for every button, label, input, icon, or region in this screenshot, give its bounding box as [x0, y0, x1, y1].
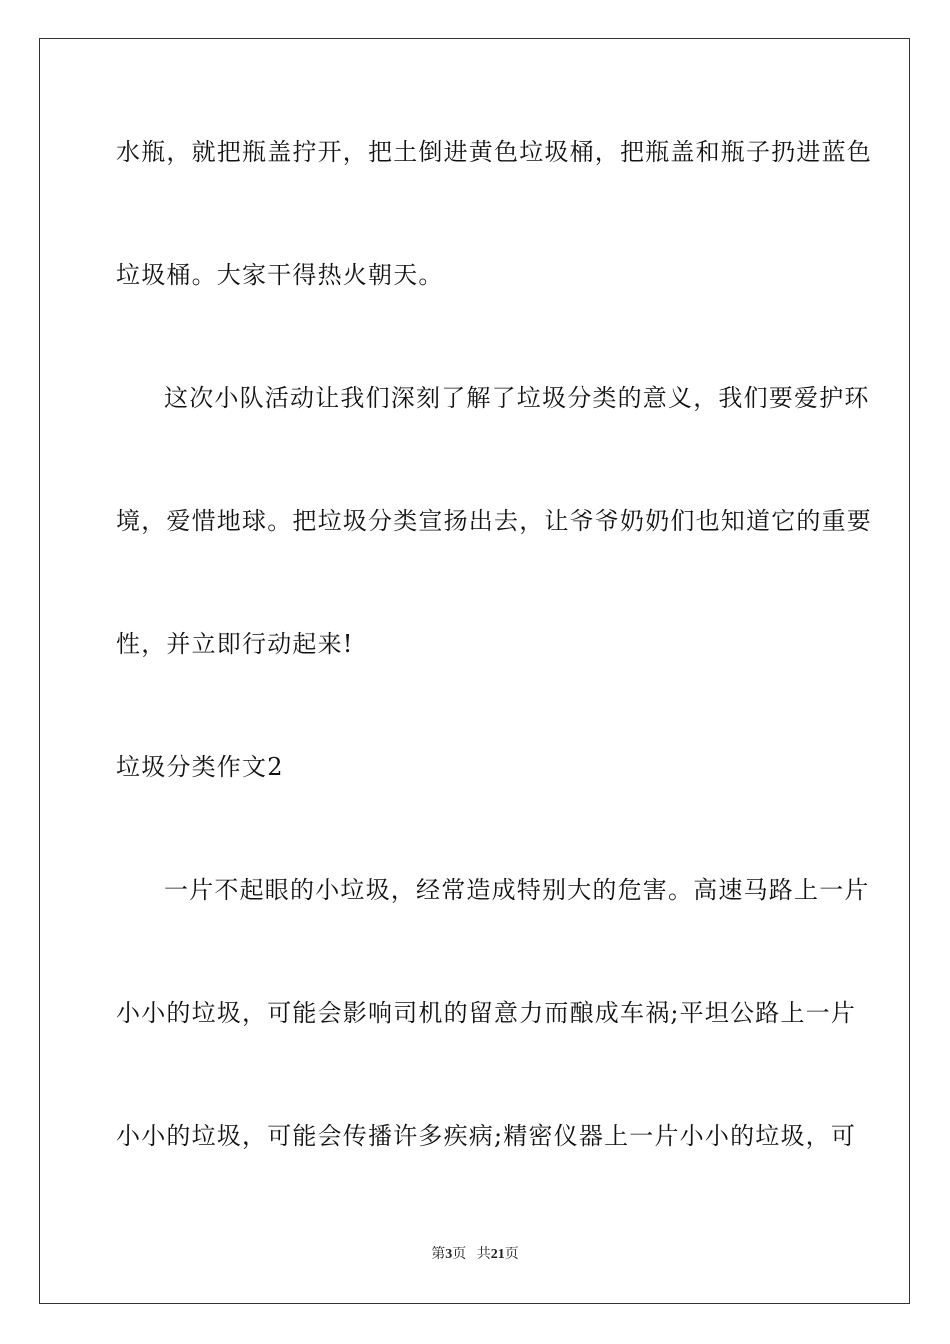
body-text-line: 垃圾桶。大家干得热火朝天。	[116, 261, 444, 289]
paragraph-start-line: 一片不起眼的小垃圾，经常造成特别大的危害。高速马路上一片	[164, 876, 870, 904]
paragraph-start-line: 这次小队活动让我们深刻了解了垃圾分类的意义，我们要爱护环	[164, 384, 870, 412]
total-prefix: 共	[476, 1247, 491, 1262]
body-text-line: 水瓶，就把瓶盖拧开，把土倒进黄色垃圾桶，把瓶盖和瓶子扔进蓝色	[116, 138, 872, 166]
body-text-line: 小小的垃圾，可能会影响司机的留意力而酿成车祸;平坦公路上一片	[116, 999, 857, 1027]
total-suffix: 页	[504, 1247, 519, 1262]
body-text-line: 境，爱惜地球。把垃圾分类宣扬出去，让爷爷奶奶们也知道它的重要	[116, 507, 872, 535]
body-text-line: 小小的垃圾，可能会传播许多疾病;精密仪器上一片小小的垃圾，可	[116, 1122, 857, 1150]
total-pages-number: 21	[490, 1247, 505, 1262]
page-suffix: 页	[452, 1247, 467, 1262]
current-page-number: 3	[445, 1247, 453, 1262]
page-border	[39, 38, 910, 1304]
page-prefix: 第	[431, 1247, 446, 1262]
page-footer	[0, 1246, 950, 1264]
body-text-line: 性，并立即行动起来!	[116, 630, 354, 658]
section-heading: 垃圾分类作文2	[116, 753, 284, 781]
